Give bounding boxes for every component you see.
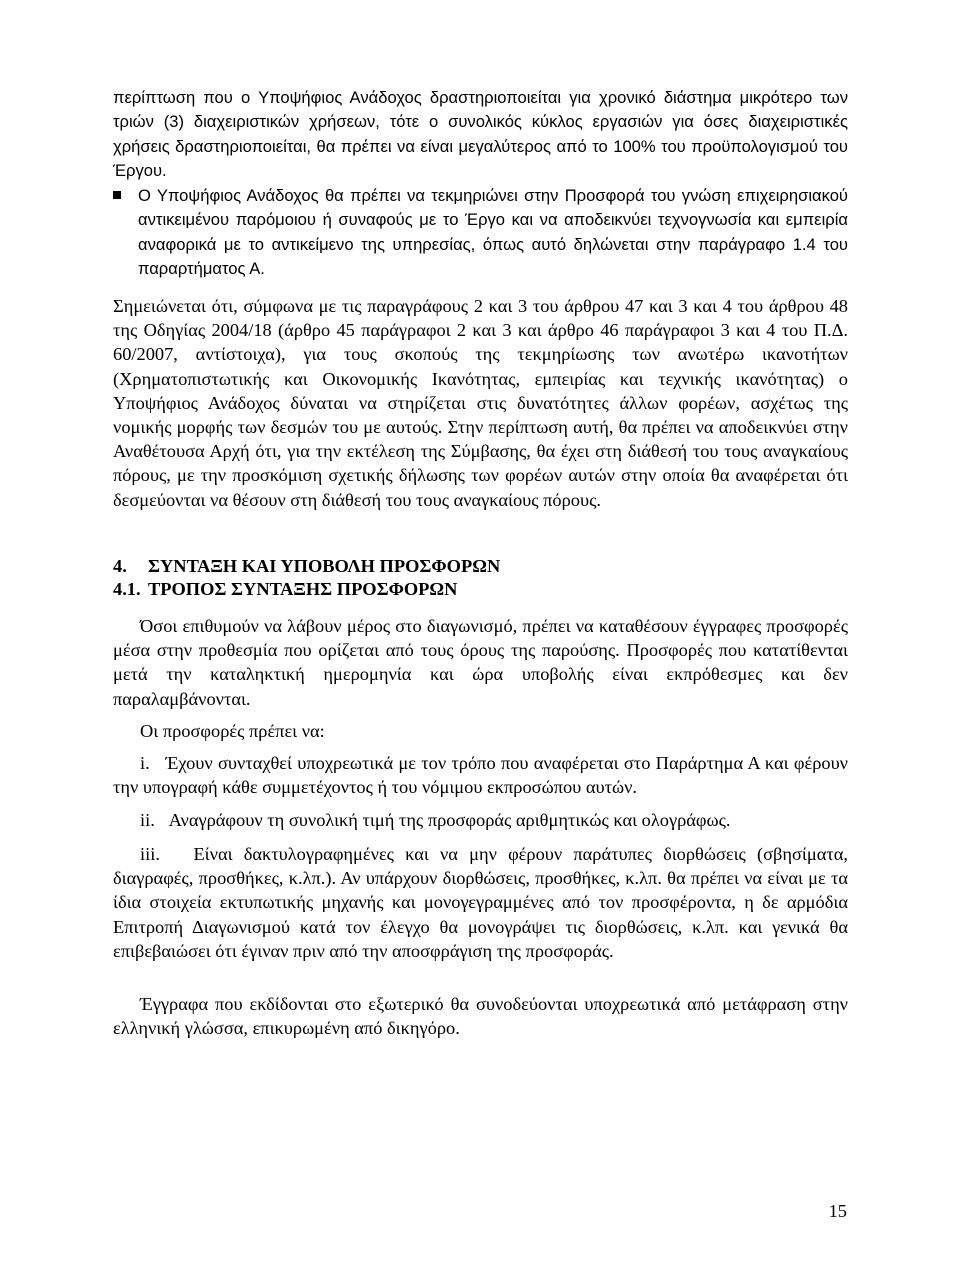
section-heading-4-1 (113, 578, 457, 600)
square-bullet-icon (113, 191, 121, 199)
section-title: ΣΥΝΤΑΞΗ ΚΑΙ ΥΠΟΒΟΛΗ ΠΡΟΣΦΟΡΩΝ (148, 556, 501, 576)
offers-must-line: Οι προσφορές πρέπει να: (140, 721, 325, 741)
page-number: 15 (828, 1201, 847, 1221)
list-marker: i. (140, 753, 150, 773)
list-marker: ii. (140, 810, 155, 830)
list-item-i (113, 751, 848, 799)
list-text: Αναγράφουν τη συνολική τιμή της προσφοράς αριθμητικώς και ολογράφως. (168, 810, 731, 830)
list-marker: iii. (140, 844, 160, 864)
intro-paragraph: Όσοι επιθυμούν να λάβουν μέρος στο διαγωνισμό, πρέπει να καταθέσουν έγγραφες προσφορές μέσα στην προθεσμία που ορίζεται από τους όρους της παρούσης. Προσφορές που κατατίθενται μετά την καταληκτική ημερομηνία και ώρα υποβολής είναι εκπρόθεσμες και δεν παραλαμβάνονται. (113, 616, 848, 709)
bullet-text: Ο Υποψήφιος Ανάδοχος θα πρέπει να τεκμηριώνει στην Προσφορά του γνώση επιχειρησιακού αντικειμένου παρόμοιου ή συναφούς με το Έργο και να αποδεικνύει τεχνογνωσία και εμπειρία αναφορικά με το αντικείμενο της υπηρεσίας, όπως αυτό δηλώνεται στην παράγραφο 1.4 του παραρτήματος Α. (138, 186, 848, 278)
bullet-item (113, 184, 848, 281)
list-text: Έχουν συνταχθεί υποχρεωτικά με τον τρόπο που αναφέρεται στο Παράρτημα Α και φέρουν την υπογραφή κάθε συμμετέχοντος ή του νόμιμου εκπροσώπου αυτών. (113, 753, 848, 798)
section-title: ΤΡΟΠΟΣ ΣΥΝΤΑΞΗΣ ΠΡΟΣΦΟΡΩΝ (148, 579, 458, 599)
list-item-iii (113, 842, 848, 963)
list-text: Είναι δακτυλογραφημένες και να μην φέρουν παράτυπες διορθώσεις (σβησίματα, διαγραφές, προσθήκες, κ.λπ.). Αν υπάρχουν διορθώσεις, προσθήκες, κ.λπ. θα πρέπει να είναι με τα ίδια στοιχεία εκτυπωτικής μηχανής και μονογεγραμμένες από τον προσφέροντα, η δε αρμόδια Επιτροπή Διαγωνισμού κατά τον έλεγχο θα μονογράψει τις διορθώσεις, κ.λπ. και γενικά θα επιβεβαιώσει ότι έγιναν πριν από την αποσφράγιση της προσφοράς. (113, 844, 848, 961)
section-number: 4. (113, 556, 127, 576)
list-item-ii (113, 808, 848, 832)
translation-paragraph: Έγγραφα που εκδίδονται στο εξωτερικό θα συνοδεύονται υποχρεωτικά από μετάφραση στην ελληνική γλώσσα, επικυρωμένη από δικηγόρο. (113, 994, 848, 1039)
continuation-paragraph: περίπτωση που ο Υποψήφιος Ανάδοχος δραστηριοποιείται για χρονικό διάστημα μικρότερο των τριών (3) διαχειριστικών χρήσεων, τότε ο συνολικός κύκλος εργασιών για όσες διαχειριστικές χρήσεις δραστηριοποιείται, θα πρέπει να είναι μεγαλύτερος από το 100% του προϋπολογισμού του Έργου. (113, 88, 848, 180)
section-number: 4.1. (113, 579, 141, 599)
section-heading-4 (113, 555, 500, 577)
note-paragraph: Σημειώνεται ότι, σύμφωνα με τις παραγράφους 2 και 3 του άρθρου 47 και 3 και 4 του άρθρου 48 της Οδηγίας 2004/18 (άρθρο 45 παράγραφοι 2 και 3 και άρθρο 46 παράγραφοι 3 και 4 του Π.Δ. 60/2007, αντίστοιχα), για τους σκοπούς της τεκμηρίωσης των ανωτέρω ικανοτήτων (Χρηματοπιστωτικής και Οικονομικής Ικανότητας, εμπειρίας και τεχνικής ικανότητας) ο Υποψήφιος Ανάδοχος δύναται να στηρίζεται στις δυνατότητες άλλων φορέων, ασχέτως της νομικής μορφής των δεσμών του με αυτούς. Στην περίπτωση αυτή, θα πρέπει να αποδεικνύει στην Αναθέτουσα Αρχή ότι, για την εκτέλεση της Σύμβασης, θα έχει στη διάθεσή του τους αναγκαίους πόρους, με την προσκόμιση σχετικής δήλωσης των φορέων αυτών στην οποία θα αναφέρεται ότι δεσμεύονται να θέσουν στη διάθεσή του τους αναγκαίους πόρους. (113, 296, 848, 510)
